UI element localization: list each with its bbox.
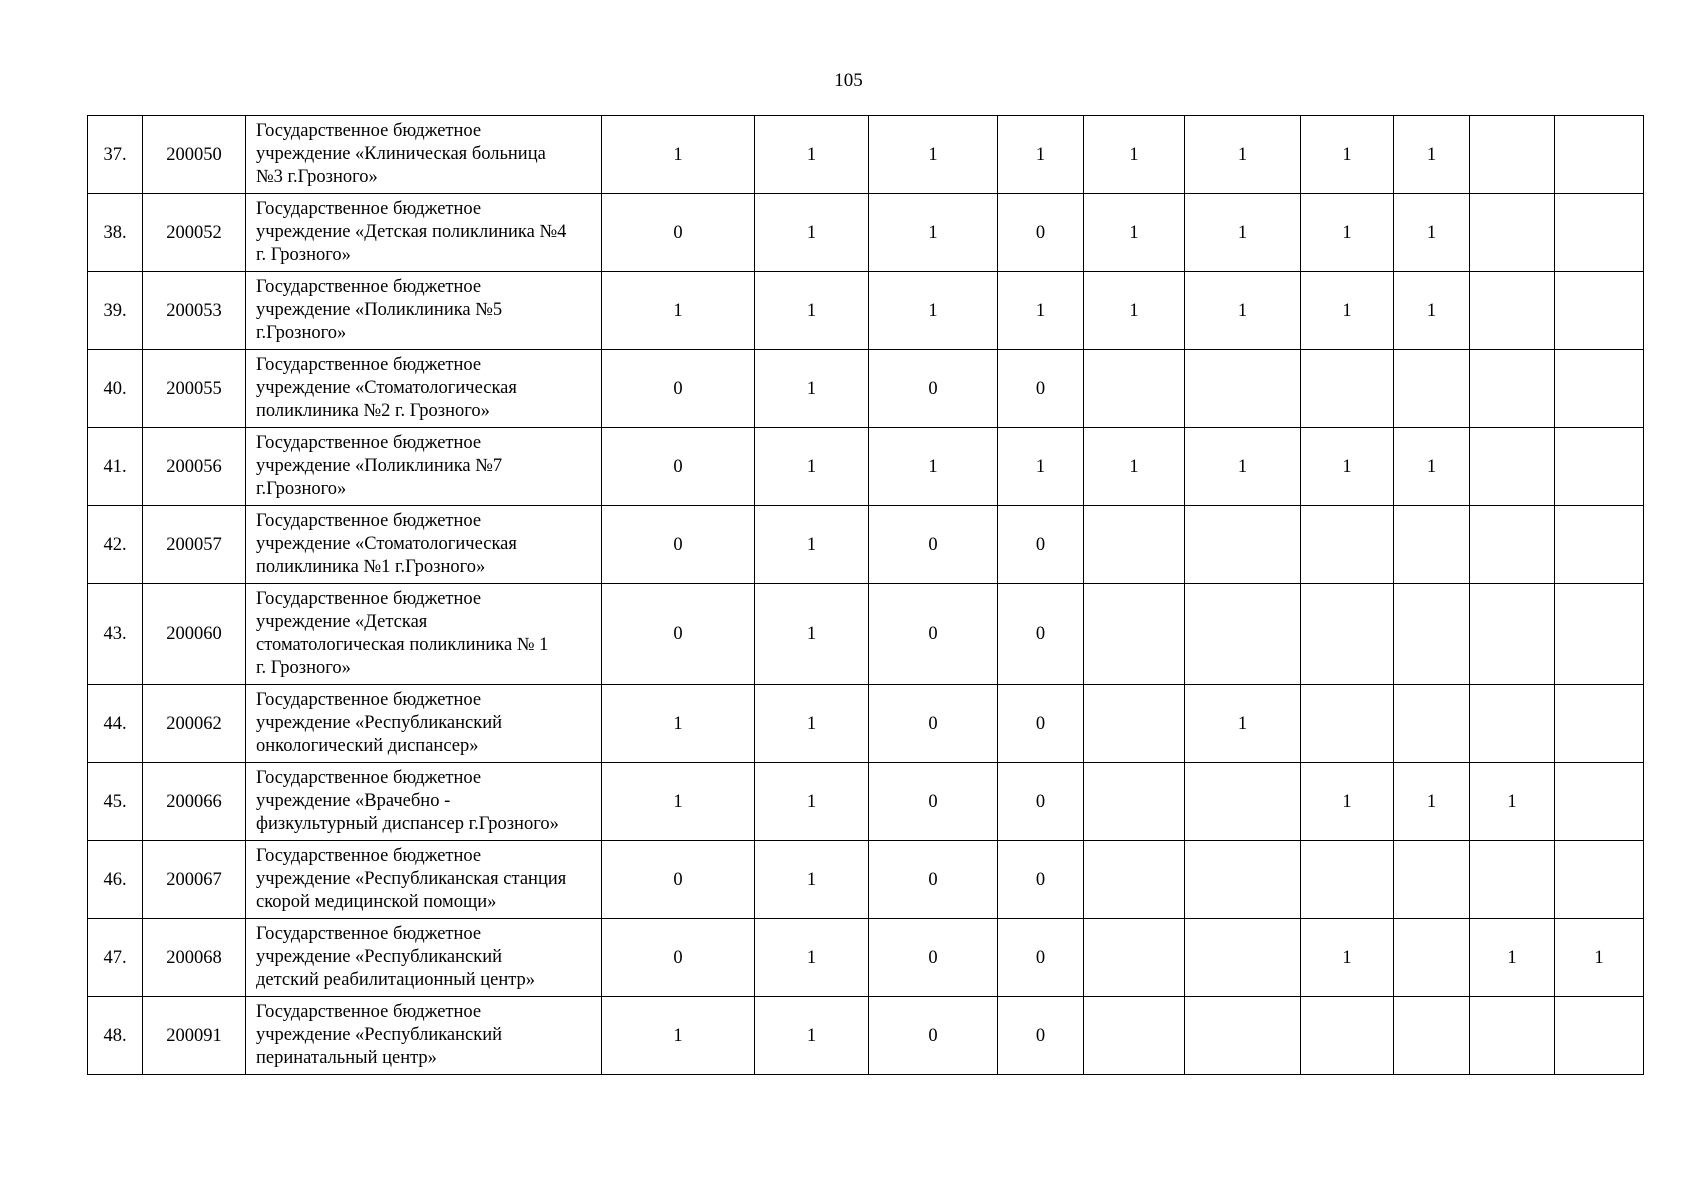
indicator-cell-5	[1084, 350, 1185, 428]
indicator-cell-10	[1555, 584, 1644, 685]
indicator-cell-8	[1394, 841, 1470, 919]
indicator-cell-9	[1470, 841, 1555, 919]
indicator-cell-10	[1555, 685, 1644, 763]
indicator-cell-6: 1	[1185, 194, 1301, 272]
indicator-cell-5: 1	[1084, 272, 1185, 350]
indicator-cell-3: 1	[869, 116, 998, 194]
indicator-cell-5: 1	[1084, 116, 1185, 194]
indicator-cell-7	[1301, 997, 1394, 1075]
institution-code-cell: 200091	[143, 997, 246, 1075]
indicator-cell-7: 1	[1301, 116, 1394, 194]
indicator-cell-3: 1	[869, 272, 998, 350]
indicator-cell-2: 1	[755, 116, 869, 194]
indicator-cell-6: 1	[1185, 428, 1301, 506]
table-row	[88, 272, 1644, 350]
institution-name-cell: Государственное бюджетное учреждение «Поликлиника №5 г.Грозного»	[246, 272, 602, 350]
indicator-cell-1: 0	[602, 194, 755, 272]
indicator-cell-5	[1084, 997, 1185, 1075]
indicator-cell-1: 0	[602, 350, 755, 428]
row-number-cell: 46.	[88, 841, 143, 919]
institution-code-cell: 200060	[143, 584, 246, 685]
indicator-cell-5: 1	[1084, 194, 1185, 272]
institution-code-cell: 200055	[143, 350, 246, 428]
indicator-cell-4: 0	[998, 506, 1084, 584]
institution-name-cell: Государственное бюджетное учреждение «Республиканский детский реабилитационный центр»	[246, 919, 602, 997]
indicator-cell-10	[1555, 350, 1644, 428]
table-row	[88, 194, 1644, 272]
indicator-cell-6: 1	[1185, 116, 1301, 194]
indicator-cell-4: 1	[998, 272, 1084, 350]
indicator-cell-8	[1394, 997, 1470, 1075]
indicator-cell-8	[1394, 350, 1470, 428]
indicator-cell-6	[1185, 841, 1301, 919]
table-row	[88, 997, 1644, 1075]
indicator-cell-1: 0	[602, 919, 755, 997]
institution-name-cell: Государственное бюджетное учреждение «Врачебно - физкультурный диспансер г.Грозного»	[246, 763, 602, 841]
row-number-cell: 37.	[88, 116, 143, 194]
indicator-cell-7: 1	[1301, 763, 1394, 841]
indicator-cell-3: 0	[869, 506, 998, 584]
indicator-cell-7: 1	[1301, 194, 1394, 272]
indicator-cell-10: 1	[1555, 919, 1644, 997]
indicator-cell-1: 1	[602, 272, 755, 350]
indicator-cell-2: 1	[755, 428, 869, 506]
indicator-cell-10	[1555, 194, 1644, 272]
indicator-cell-1: 1	[602, 116, 755, 194]
indicator-cell-9	[1470, 506, 1555, 584]
page-number: 105	[834, 70, 863, 91]
indicator-cell-6	[1185, 584, 1301, 685]
indicator-cell-1: 0	[602, 841, 755, 919]
indicator-cell-4: 0	[998, 919, 1084, 997]
indicator-cell-1: 0	[602, 584, 755, 685]
row-number-cell: 43.	[88, 584, 143, 685]
indicator-cell-5	[1084, 841, 1185, 919]
indicator-cell-2: 1	[755, 763, 869, 841]
indicator-cell-8: 1	[1394, 428, 1470, 506]
indicator-cell-6: 1	[1185, 272, 1301, 350]
indicator-cell-2: 1	[755, 841, 869, 919]
indicator-cell-9	[1470, 997, 1555, 1075]
indicator-cell-7: 1	[1301, 272, 1394, 350]
institution-name-cell: Государственное бюджетное учреждение «Республиканский перинатальный центр»	[246, 997, 602, 1075]
institution-code-cell: 200052	[143, 194, 246, 272]
indicator-cell-9	[1470, 272, 1555, 350]
indicator-cell-4: 0	[998, 841, 1084, 919]
indicator-cell-7	[1301, 506, 1394, 584]
indicator-cell-10	[1555, 506, 1644, 584]
institution-name-cell: Государственное бюджетное учреждение «Детская стоматологическая поликлиника № 1 г. Грозного»	[246, 584, 602, 685]
institution-code-cell: 200066	[143, 763, 246, 841]
indicator-cell-2: 1	[755, 506, 869, 584]
indicator-cell-8	[1394, 685, 1470, 763]
indicator-cell-6	[1185, 506, 1301, 584]
indicator-cell-2: 1	[755, 272, 869, 350]
row-number-cell: 48.	[88, 997, 143, 1075]
indicator-cell-5	[1084, 919, 1185, 997]
indicator-cell-5: 1	[1084, 428, 1185, 506]
indicator-cell-4: 0	[998, 584, 1084, 685]
table-row	[88, 428, 1644, 506]
institution-name-cell: Государственное бюджетное учреждение «Стоматологическая поликлиника №2 г. Грозного»	[246, 350, 602, 428]
indicator-cell-8	[1394, 584, 1470, 685]
institution-name-cell: Государственное бюджетное учреждение «Стоматологическая поликлиника №1 г.Грозного»	[246, 506, 602, 584]
indicator-cell-7: 1	[1301, 919, 1394, 997]
indicator-cell-10	[1555, 763, 1644, 841]
indicator-cell-8	[1394, 919, 1470, 997]
indicator-cell-8: 1	[1394, 194, 1470, 272]
table-row	[88, 841, 1644, 919]
indicator-cell-5	[1084, 763, 1185, 841]
institution-name-cell: Государственное бюджетное учреждение «Республиканский онкологический диспансер»	[246, 685, 602, 763]
indicator-cell-7	[1301, 584, 1394, 685]
indicator-cell-10	[1555, 997, 1644, 1075]
indicator-cell-5	[1084, 685, 1185, 763]
indicator-cell-10	[1555, 272, 1644, 350]
indicator-cell-9	[1470, 428, 1555, 506]
indicator-cell-4: 0	[998, 997, 1084, 1075]
institutions-table	[87, 115, 1644, 1075]
table-row	[88, 350, 1644, 428]
indicator-cell-8	[1394, 506, 1470, 584]
indicator-cell-6	[1185, 997, 1301, 1075]
indicator-cell-4: 0	[998, 685, 1084, 763]
row-number-cell: 44.	[88, 685, 143, 763]
indicator-cell-3: 0	[869, 685, 998, 763]
table-row	[88, 919, 1644, 997]
indicator-cell-7	[1301, 350, 1394, 428]
table-row	[88, 763, 1644, 841]
indicator-cell-3: 1	[869, 194, 998, 272]
indicator-cell-4: 0	[998, 350, 1084, 428]
institution-code-cell: 200067	[143, 841, 246, 919]
indicator-cell-2: 1	[755, 685, 869, 763]
indicator-cell-1: 1	[602, 763, 755, 841]
indicator-cell-3: 0	[869, 763, 998, 841]
row-number-cell: 45.	[88, 763, 143, 841]
indicator-cell-6	[1185, 350, 1301, 428]
indicator-cell-1: 0	[602, 428, 755, 506]
indicator-cell-9	[1470, 685, 1555, 763]
row-number-cell: 38.	[88, 194, 143, 272]
institution-code-cell: 200062	[143, 685, 246, 763]
indicator-cell-9: 1	[1470, 919, 1555, 997]
institution-code-cell: 200068	[143, 919, 246, 997]
indicator-cell-6: 1	[1185, 685, 1301, 763]
indicator-cell-3: 0	[869, 841, 998, 919]
indicator-cell-2: 1	[755, 919, 869, 997]
institution-code-cell: 200053	[143, 272, 246, 350]
indicator-cell-3: 0	[869, 584, 998, 685]
institution-name-cell: Государственное бюджетное учреждение «Республиканская станция скорой медицинской помощи»	[246, 841, 602, 919]
indicator-cell-9	[1470, 584, 1555, 685]
indicator-cell-1: 0	[602, 506, 755, 584]
indicator-cell-4: 0	[998, 194, 1084, 272]
indicator-cell-2: 1	[755, 584, 869, 685]
row-number-cell: 47.	[88, 919, 143, 997]
institution-code-cell: 200056	[143, 428, 246, 506]
indicator-cell-10	[1555, 428, 1644, 506]
indicator-cell-10	[1555, 841, 1644, 919]
table-row	[88, 506, 1644, 584]
table-row	[88, 116, 1644, 194]
indicator-cell-4: 1	[998, 428, 1084, 506]
row-number-cell: 42.	[88, 506, 143, 584]
indicator-cell-9: 1	[1470, 763, 1555, 841]
row-number-cell: 41.	[88, 428, 143, 506]
indicator-cell-8: 1	[1394, 763, 1470, 841]
indicator-cell-10	[1555, 116, 1644, 194]
indicator-cell-7: 1	[1301, 428, 1394, 506]
indicator-cell-6	[1185, 763, 1301, 841]
indicator-cell-3: 0	[869, 350, 998, 428]
indicator-cell-9	[1470, 116, 1555, 194]
indicator-cell-4: 0	[998, 763, 1084, 841]
indicator-cell-6	[1185, 919, 1301, 997]
indicator-cell-2: 1	[755, 997, 869, 1075]
indicator-cell-3: 0	[869, 919, 998, 997]
row-number-cell: 40.	[88, 350, 143, 428]
institution-name-cell: Государственное бюджетное учреждение «Клиническая больница №3 г.Грозного»	[246, 116, 602, 194]
indicator-cell-7	[1301, 841, 1394, 919]
indicator-cell-2: 1	[755, 350, 869, 428]
row-number-cell: 39.	[88, 272, 143, 350]
institution-code-cell: 200057	[143, 506, 246, 584]
indicator-cell-5	[1084, 584, 1185, 685]
indicator-cell-9	[1470, 194, 1555, 272]
table-row	[88, 584, 1644, 685]
indicator-cell-1: 1	[602, 997, 755, 1075]
indicator-cell-3: 0	[869, 997, 998, 1075]
indicator-cell-7	[1301, 685, 1394, 763]
institution-name-cell: Государственное бюджетное учреждение «Поликлиника №7 г.Грозного»	[246, 428, 602, 506]
indicator-cell-1: 1	[602, 685, 755, 763]
table-body	[88, 116, 1644, 1075]
institution-code-cell: 200050	[143, 116, 246, 194]
indicator-cell-9	[1470, 350, 1555, 428]
table-row	[88, 685, 1644, 763]
indicator-cell-5	[1084, 506, 1185, 584]
indicator-cell-4: 1	[998, 116, 1084, 194]
indicator-cell-3: 1	[869, 428, 998, 506]
indicator-cell-8: 1	[1394, 272, 1470, 350]
institution-name-cell: Государственное бюджетное учреждение «Детская поликлиника №4 г. Грозного»	[246, 194, 602, 272]
indicator-cell-8: 1	[1394, 116, 1470, 194]
indicator-cell-2: 1	[755, 194, 869, 272]
